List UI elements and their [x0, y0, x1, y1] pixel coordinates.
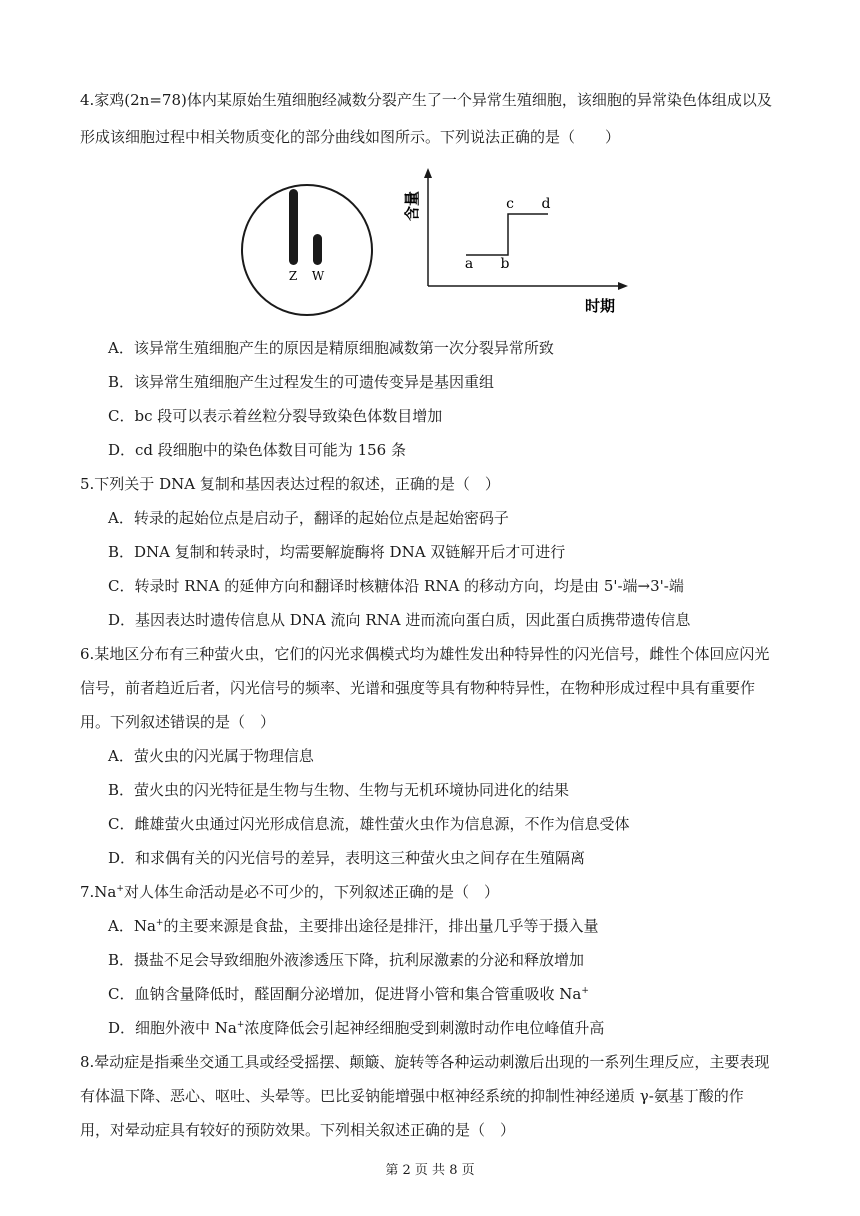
x-axis-label: 时期 — [584, 297, 616, 315]
q8-stem-line-3: 用，对晕动症具有较好的预防效果。下列相关叙述正确的是（ ） — [80, 1121, 516, 1139]
q6-option-b: B．萤火虫的闪光特征是生物与生物、生物与无机环境协同进化的结果 — [108, 781, 570, 799]
q5-option-d: D．基因表达时遗传信息从 DNA 流向 RNA 进而流向蛋白质，因此蛋白质携带遗传信息 — [108, 611, 691, 629]
q6-stem-line-2: 信号，前者趋近后者，闪光信号的频率、光谱和强度等具有物种特异性，在物种形成过程中具有重要作 — [80, 679, 756, 697]
superscript-plus: + — [236, 1020, 245, 1030]
z-label: Z — [288, 269, 298, 283]
w-chromosome — [313, 234, 322, 265]
q7-stem-part-2: 对人体生命活动是必不可少的，下列叙述正确的是（ ） — [123, 883, 499, 901]
q5-stem: 5.下列关于 DNA 复制和基因表达过程的叙述，正确的是（ ） — [80, 475, 500, 493]
q7-option-a-part-2: 的主要来源是食盐，主要排出途径是排汗，排出量几乎等于摄入量 — [163, 917, 599, 935]
superscript-plus: + — [116, 884, 124, 894]
z-chromosome — [289, 189, 298, 265]
q5-option-b: B．DNA 复制和转录时，均需要解旋酶将 DNA 双链解开后才可进行 — [108, 543, 566, 561]
q4-stem-line-2: 形成该细胞过程中相关物质变化的部分曲线如图所示。下列说法正确的是（ ） — [80, 128, 621, 146]
q4-option-d: D．cd 段细胞中的染色体数目可能为 156 条 — [108, 441, 406, 459]
q5-option-a: A．转录的起始位点是启动子，翻译的起始位点是起始密码子 — [108, 509, 509, 527]
content-change-graph — [398, 168, 630, 320]
q7-option-d-part-2: 浓度降低会引起神经细胞受到刺激时动作电位峰值升高 — [244, 1019, 605, 1037]
q7-option-b: B．摄盐不足会导致细胞外液渗透压下降，抗利尿激素的分泌和释放增加 — [108, 951, 585, 969]
q4-option-c: C．bc 段可以表示着丝粒分裂导致染色体数目增加 — [108, 407, 443, 425]
superscript-plus: + — [155, 918, 164, 928]
superscript-plus: + — [581, 986, 589, 996]
q4-option-a: A．该异常生殖细胞产生的原因是精原细胞减数第一次分裂异常所致 — [108, 339, 554, 357]
point-d: d — [541, 196, 551, 212]
y-axis-label: 含量 — [403, 190, 421, 222]
content-curve — [466, 214, 548, 255]
point-a: a — [464, 256, 474, 272]
q7-option-c — [108, 984, 589, 1004]
page-footer: 第 2 页 共 8 页 — [385, 1163, 475, 1178]
q6-stem-line-3: 用。下列叙述错误的是（ ） — [80, 713, 276, 731]
q6-stem-line-1: 6.某地区分布有三种萤火虫，它们的闪光求偶模式均为雄性发出种特异性的闪光信号，雌性个体回应闪光 — [80, 645, 770, 663]
q8-stem-line-2: 有体温下降、恶心、呕吐、头晕等。巴比妥钠能增强中枢神经系统的抑制性神经递质 γ-氨基丁酸的作 — [80, 1087, 744, 1105]
chromosome-figure — [240, 183, 374, 317]
q7-option-c-part-1: C．血钠含量降低时，醛固酮分泌增加，促进肾小管和集合管重吸收 Na — [108, 985, 582, 1003]
q8-stem-line-1: 8.晕动症是指乘坐交通工具或经受摇摆、颠簸、旋转等各种运动刺激后出现的一系列生理反应，主要表现 — [80, 1053, 770, 1071]
q7-option-a-part-1: A．Na — [108, 917, 156, 935]
q7-option-a — [108, 916, 598, 936]
q7-option-d — [108, 1018, 604, 1038]
q5-option-c: C．转录时 RNA 的延伸方向和翻译时核糖体沿 RNA 的移动方向，均是由 5'-端→3'-端 — [108, 577, 684, 595]
q6-option-c: C．雌雄萤火虫通过闪光形成信息流，雄性萤火虫作为信息源，不作为信息受体 — [108, 815, 630, 833]
q6-option-d: D．和求偶有关的闪光信号的差异，表明这三种萤火虫之间存在生殖隔离 — [108, 849, 586, 867]
q7-option-d-part-1: D．细胞外液中 Na — [108, 1019, 237, 1037]
q4-stem-line-1: 4.家鸡(2n=78)体内某原始生殖细胞经减数分裂产生了一个异常生殖细胞，该细胞的异常染色体组成以及 — [80, 91, 772, 109]
point-c: c — [506, 196, 514, 212]
q4-option-b: B．该异常生殖细胞产生过程发生的可遗传变异是基因重组 — [108, 373, 495, 391]
w-label: W — [311, 269, 325, 283]
q7-stem-part-1: 7.Na — [80, 883, 117, 901]
point-b: b — [500, 256, 510, 272]
q6-option-a: A．萤火虫的闪光属于物理信息 — [108, 747, 314, 765]
q7-stem — [80, 882, 499, 902]
